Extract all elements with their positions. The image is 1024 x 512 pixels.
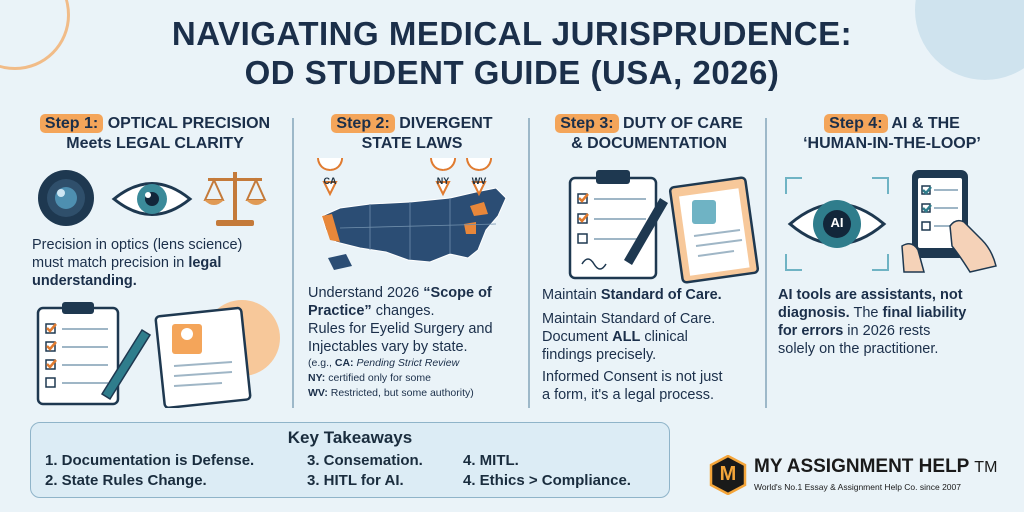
column-divider	[292, 118, 294, 408]
takeaway-item: 1. Documentation is Defense.	[45, 452, 255, 469]
clipboard-checklist-icon	[32, 298, 282, 408]
column-divider	[765, 118, 767, 408]
step-3-column	[536, 114, 762, 414]
step-4-text: AI tools are assistants, not diagnosis. The final liability for errors in 2026 rests solely on the practitioner.	[778, 287, 967, 357]
brand-logo-letter: M	[719, 463, 737, 485]
step-1-heading: Step 1: OPTICAL PRECISION Meets LEGAL CLARITY	[24, 114, 286, 154]
pin-label-wv: WV	[471, 176, 487, 186]
pin-label-ca: CA	[323, 176, 337, 186]
ai-badge: AI	[830, 215, 844, 230]
takeaway-item: 4. MITL.	[463, 452, 519, 469]
step-1-tag: Step 1:	[40, 114, 103, 133]
brand-tagline: World's No.1 Essay & Assignment Help Co. since 2007	[754, 482, 961, 492]
step-4-heading: Step 4: AI & THE ‘HUMAN-IN-THE-LOOP’	[803, 115, 981, 152]
step-2-text: Understand 2026 “Scope of Practice” changes. Rules for Eyelid Surgery and Injectables vary by state. (e.g., CA: Pending Strict Review NY: certified only for some WV: Restricted, but some authority)	[308, 285, 493, 399]
step-2-tag: Step 2:	[331, 114, 394, 133]
takeaway-item: 3. Consemation.	[307, 452, 423, 469]
takeaway-item: 4. Ethics > Compliance.	[463, 472, 631, 489]
brand-name: MY ASSIGNMENT HELP TM	[754, 456, 998, 477]
takeaway-item: 2. State Rules Change.	[45, 472, 207, 489]
step-2-heading: Step 2: DIVERGENT STATE LAWS	[300, 114, 524, 154]
key-takeaways-heading: Key Takeaways	[287, 428, 413, 447]
eye-icon	[110, 174, 194, 224]
camera-lens-icon	[36, 168, 96, 228]
step-3-text: Maintain Standard of Care. Maintain Standard of Care. Document ALL clinical findings precisely. Informed Consent is not just a form, it's a legal process.	[542, 287, 723, 403]
takeaway-item: 3. HITL for AI.	[307, 472, 404, 489]
documentation-clipboard-icon	[564, 164, 764, 284]
pin-label-ny: NY	[436, 176, 450, 186]
step-4-tag: Step 4:	[824, 114, 887, 133]
key-takeaways-box	[30, 422, 670, 498]
step-3-tag: Step 3:	[555, 114, 618, 133]
step-1-text: Precision in optics (lens science) must match precision in legal understanding.	[32, 237, 243, 289]
tablet-hand-icon	[900, 166, 1010, 276]
step-4-column	[772, 114, 1012, 414]
step-1-column	[24, 114, 286, 414]
column-divider	[528, 118, 530, 408]
legal-scales-icon	[202, 166, 268, 228]
page-title: NAVIGATING MEDICAL JURISPRUDENCE: OD STUDENT GUIDE (USA, 2026)	[171, 15, 853, 91]
step-2-column	[300, 114, 524, 414]
step-3-heading: Step 3: DUTY OF CARE & DOCUMENTATION	[536, 114, 762, 154]
